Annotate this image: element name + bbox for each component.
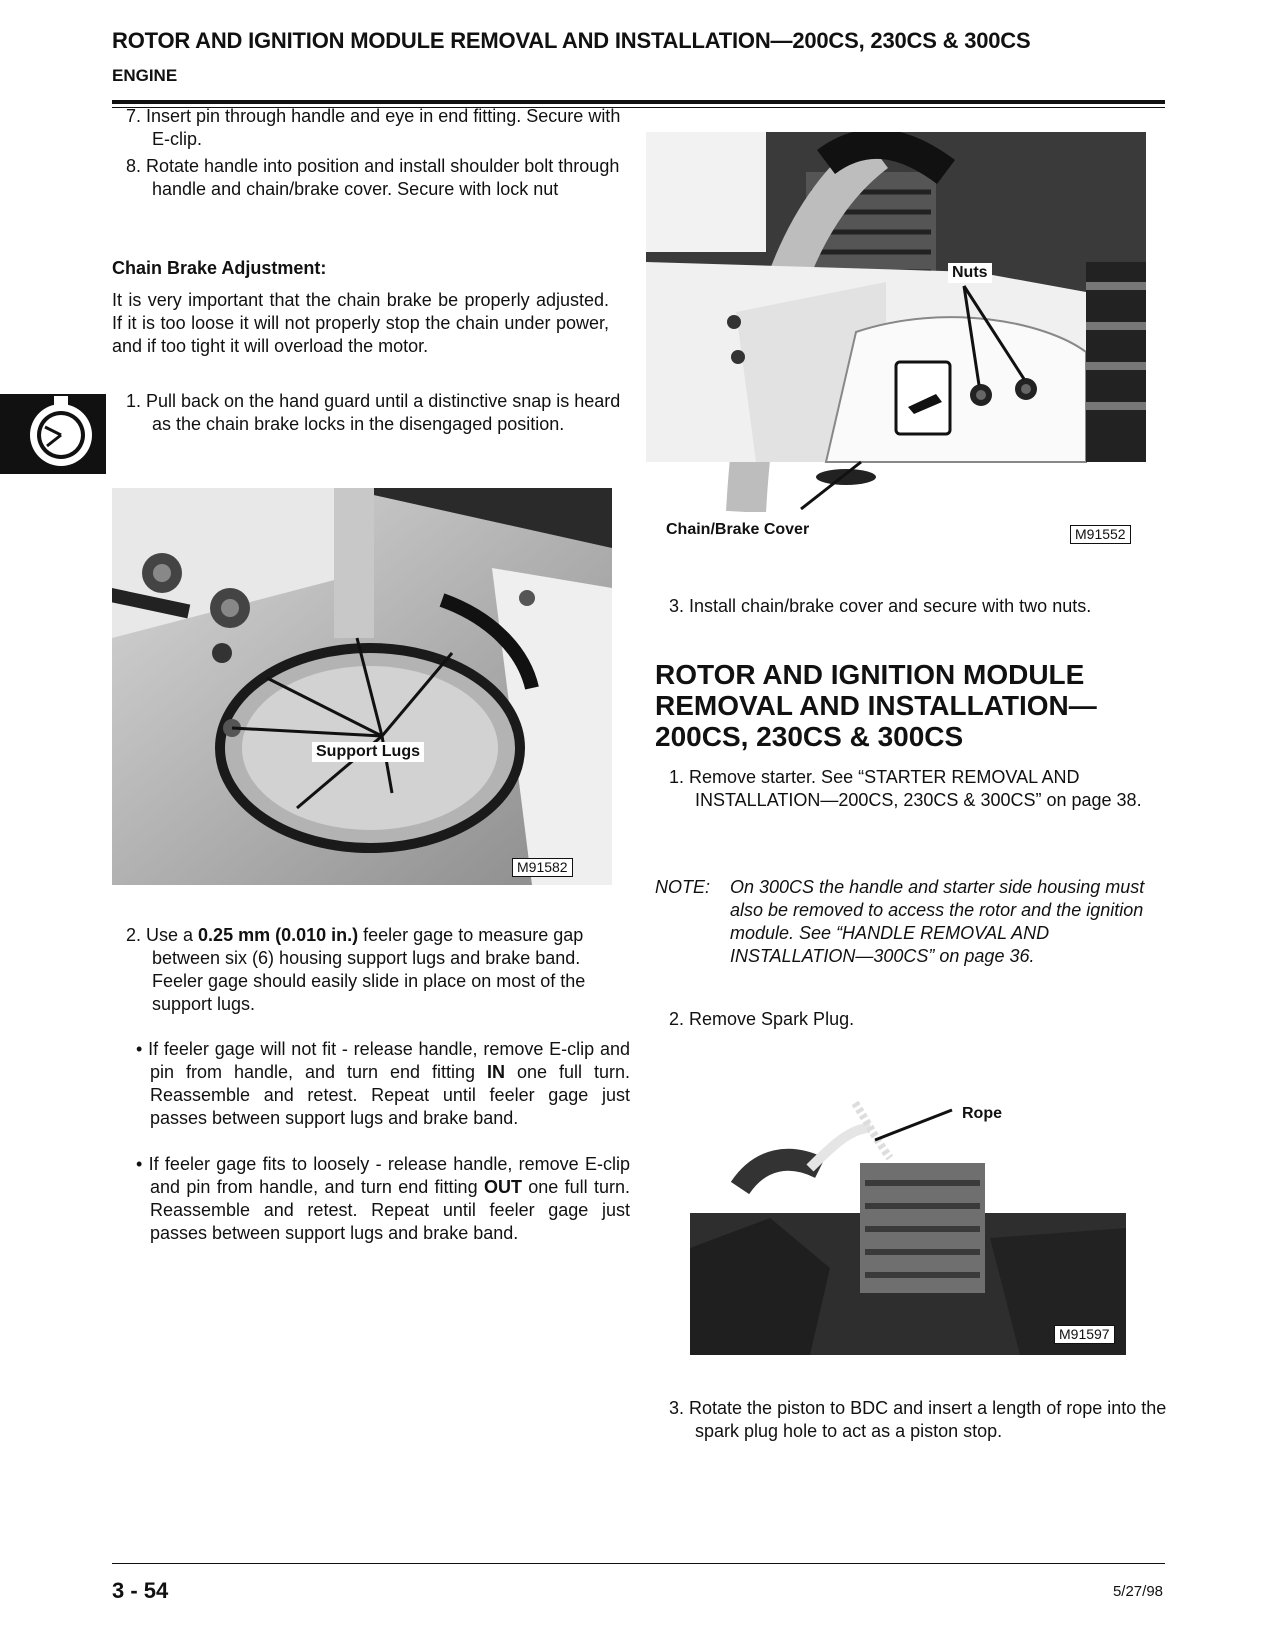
rotor-step-2: 2. Remove Spark Plug.	[669, 1009, 855, 1029]
chain-brake-intro: It is very important that the chain brake be properly adjusted. If it is too loose it will not properly stop the chain under power, and if too tight it will overload the motor.	[112, 290, 609, 356]
section-label: ENGINE	[112, 66, 178, 85]
rope-label: Rope	[958, 1104, 1006, 1124]
rotor-step-1: 1. Remove starter. See “STARTER REMOVAL AND INSTALLATION—200CS, 230CS & 300CS” on page 38.	[669, 767, 1142, 810]
support-lugs-label: Support Lugs	[312, 742, 424, 762]
brake-housing-illustration	[112, 488, 612, 885]
rotor-step-3: 3. Rotate the piston to BDC and insert a length of rope into the spark plug hole to act as a piston stop.	[669, 1398, 1167, 1441]
step-7: 7. Insert pin through handle and eye in end fitting. Secure with E-clip.	[126, 106, 621, 149]
chainsaw-illustration	[646, 132, 1146, 512]
bullet-feeler-too-loose: • If feeler gage fits to loosely - release handle, remove E-clip and pin from handle, and turn end fitting OUT one full turn. Reassemble and retest. Repeat until feeler gage just passes between support lugs and brake band.	[136, 1154, 631, 1243]
cylinder-illustration	[690, 1048, 1126, 1355]
note-label: NOTE:	[655, 877, 711, 897]
step-8: 8. Rotate handle into position and install shoulder bolt through handle and chain/brake cover. Secure with lock nut	[126, 156, 620, 199]
revision-date: 5/27/98	[1112, 1583, 1163, 1600]
page-title: ROTOR AND IGNITION MODULE REMOVAL AND INSTALLATION—200CS, 230CS & 300CS	[112, 28, 1031, 53]
figure-number-m91552: M91552	[1070, 525, 1131, 544]
figure-number-m91582: M91582	[512, 858, 573, 877]
engine-gauge-icon	[0, 394, 106, 474]
spark-plug-rope-photo	[690, 1048, 1126, 1355]
chain-brake-step-2: 2. Use a 0.25 mm (0.010 in.) feeler gage to measure gap between six (6) housing support lugs and brake band. Feeler gage should easily slide in place on most of the support lugs.	[126, 925, 586, 1014]
page-number: 3 - 54	[112, 1578, 169, 1603]
rotor-ignition-heading: ROTOR AND IGNITION MODULE REMOVAL AND INSTALLATION— 200CS, 230CS & 300CS	[655, 659, 1097, 752]
chain-brake-step-1: 1. Pull back on the hand guard until a distinctive snap is heard as the chain brake locks in the disengaged position.	[126, 391, 621, 434]
footer-rule	[112, 1563, 1165, 1564]
chain-brake-heading: Chain Brake Adjustment:	[112, 258, 327, 278]
chain-brake-cover-label: Chain/Brake Cover	[666, 521, 810, 538]
figure-number-m91597: M91597	[1054, 1325, 1115, 1344]
note-text: On 300CS the handle and starter side housing must also be removed to access the rotor and the ignition module. See “HANDLE REMOVAL AND INSTALLATION—300CS” on page 36.	[730, 877, 1145, 966]
bullet-feeler-not-fit: • If feeler gage will not fit - release handle, remove E-clip and pin from handle, and turn end fitting IN one full turn. Reassemble and retest. Repeat until feeler gage just passes between support lugs and brake band.	[136, 1039, 631, 1128]
header-rule-thick	[112, 100, 1165, 104]
engine-section-tab	[0, 394, 106, 474]
brake-housing-photo	[112, 488, 612, 885]
chain-brake-step-3: 3. Install chain/brake cover and secure with two nuts.	[669, 596, 1092, 616]
nuts-label: Nuts	[948, 263, 992, 283]
